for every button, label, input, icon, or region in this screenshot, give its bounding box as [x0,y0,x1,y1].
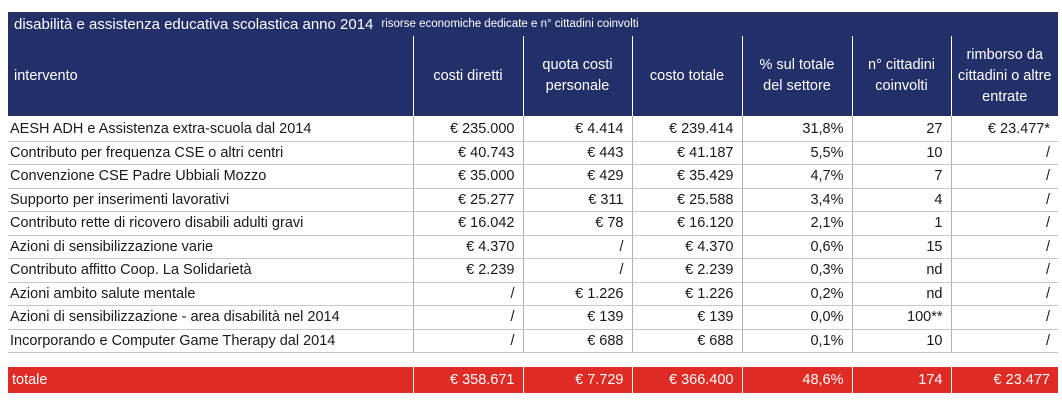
cell-quota-costi-personale: / [523,235,632,259]
header-rimborso: rimborso da cittadini o altre entrate [951,36,1058,116]
cell-rimborso: / [951,306,1058,330]
spacer-row [8,353,1058,368]
total-cell-quota-costi-personale: € 7.729 [523,367,632,393]
table-title: disabilità e assistenza educativa scolastica anno 2014 [14,15,374,33]
cell-cittadini: 100** [852,306,951,330]
total-cell-cittadini: 174 [852,367,951,393]
cell-cittadini: 10 [852,141,951,165]
cell-percent-totale: 0,2% [742,282,852,306]
cell-costi-diretti: € 235.000 [413,116,523,141]
cell-intervento: Contributo affitto Coop. La Solidarietà [8,259,413,283]
cell-intervento: Convenzione CSE Padre Ubbiali Mozzo [8,165,413,189]
cell-cittadini: 7 [852,165,951,189]
cell-rimborso: / [951,259,1058,283]
header-percent-totale-settore: % sul totale del settore [742,36,852,116]
cell-costi-diretti: / [413,306,523,330]
cell-percent-totale: 4,7% [742,165,852,189]
table-title-bar [8,12,1058,36]
cell-costo-totale: € 16.120 [632,212,742,236]
table-body [8,116,1058,393]
table-row [8,141,1058,165]
cost-table-panel [8,12,1058,393]
cell-rimborso: / [951,188,1058,212]
cell-percent-totale: 0,6% [742,235,852,259]
cell-rimborso: / [951,235,1058,259]
total-cell-rimborso: € 23.477 [951,367,1058,393]
cell-cittadini: 15 [852,235,951,259]
cell-cittadini: nd [852,259,951,283]
table-row [8,116,1058,141]
cell-cittadini: nd [852,282,951,306]
total-cell-percent-totale: 48,6% [742,367,852,393]
spacer-cell [8,353,1058,368]
cell-percent-totale: 0,1% [742,329,852,353]
cell-intervento: AESH ADH e Assistenza extra-scuola dal 2014 [8,116,413,141]
cell-quota-costi-personale: / [523,259,632,283]
cell-costi-diretti: € 16.042 [413,212,523,236]
header-quota-costi-personale: quota costi personale [523,36,632,116]
table-row [8,282,1058,306]
table-row [8,165,1058,189]
cell-quota-costi-personale: € 443 [523,141,632,165]
cell-percent-totale: 3,4% [742,188,852,212]
table-row [8,329,1058,353]
cell-quota-costi-personale: € 4.414 [523,116,632,141]
cell-costo-totale: € 1.226 [632,282,742,306]
table-row [8,188,1058,212]
cell-costi-diretti: € 40.743 [413,141,523,165]
cell-quota-costi-personale: € 688 [523,329,632,353]
header-row [8,36,1058,116]
cell-cittadini: 1 [852,212,951,236]
cell-quota-costi-personale: € 311 [523,188,632,212]
cell-cittadini: 10 [852,329,951,353]
table-row [8,212,1058,236]
cell-rimborso: / [951,141,1058,165]
cell-costo-totale: € 35.429 [632,165,742,189]
cell-costi-diretti: / [413,329,523,353]
cell-costi-diretti: / [413,282,523,306]
table-row [8,306,1058,330]
cell-intervento: Supporto per inserimenti lavorativi [8,188,413,212]
cell-costo-totale: € 41.187 [632,141,742,165]
table-subtitle: risorse economiche dedicate e n° cittadini coinvolti [381,18,639,30]
cell-percent-totale: 0,0% [742,306,852,330]
total-row [8,367,1058,393]
cost-table [8,36,1058,393]
cell-intervento: Azioni ambito salute mentale [8,282,413,306]
cell-rimborso: € 23.477* [951,116,1058,141]
header-intervento: intervento [8,36,413,116]
cell-costo-totale: € 139 [632,306,742,330]
header-cittadini-coinvolti: n° cittadini coinvolti [852,36,951,116]
cell-costi-diretti: € 35.000 [413,165,523,189]
table-row [8,259,1058,283]
cell-quota-costi-personale: € 1.226 [523,282,632,306]
cell-quota-costi-personale: € 139 [523,306,632,330]
cell-percent-totale: 31,8% [742,116,852,141]
cell-percent-totale: 5,5% [742,141,852,165]
cell-costi-diretti: € 25.277 [413,188,523,212]
cell-costo-totale: € 4.370 [632,235,742,259]
cell-rimborso: / [951,165,1058,189]
cell-costo-totale: € 2.239 [632,259,742,283]
total-cell-intervento: totale [8,367,413,393]
cell-costo-totale: € 25.588 [632,188,742,212]
cell-quota-costi-personale: € 429 [523,165,632,189]
header-costo-totale: costo totale [632,36,742,116]
header-costi-diretti: costi diretti [413,36,523,116]
cell-percent-totale: 2,1% [742,212,852,236]
cell-intervento: Contributo rette di ricovero disabili adulti gravi [8,212,413,236]
total-cell-costo-totale: € 366.400 [632,367,742,393]
cell-costi-diretti: € 4.370 [413,235,523,259]
cell-rimborso: / [951,212,1058,236]
cell-cittadini: 27 [852,116,951,141]
cell-rimborso: / [951,329,1058,353]
table-header [8,36,1058,116]
table-row [8,235,1058,259]
cell-cittadini: 4 [852,188,951,212]
cell-intervento: Contributo per frequenza CSE o altri centri [8,141,413,165]
cell-intervento: Azioni di sensibilizzazione varie [8,235,413,259]
cell-costo-totale: € 688 [632,329,742,353]
cell-costo-totale: € 239.414 [632,116,742,141]
cell-rimborso: / [951,282,1058,306]
total-cell-costi-diretti: € 358.671 [413,367,523,393]
cell-percent-totale: 0,3% [742,259,852,283]
cell-intervento: Azioni di sensibilizzazione - area disabilità nel 2014 [8,306,413,330]
cell-costi-diretti: € 2.239 [413,259,523,283]
cell-intervento: Incorporando e Computer Game Therapy dal 2014 [8,329,413,353]
cell-quota-costi-personale: € 78 [523,212,632,236]
